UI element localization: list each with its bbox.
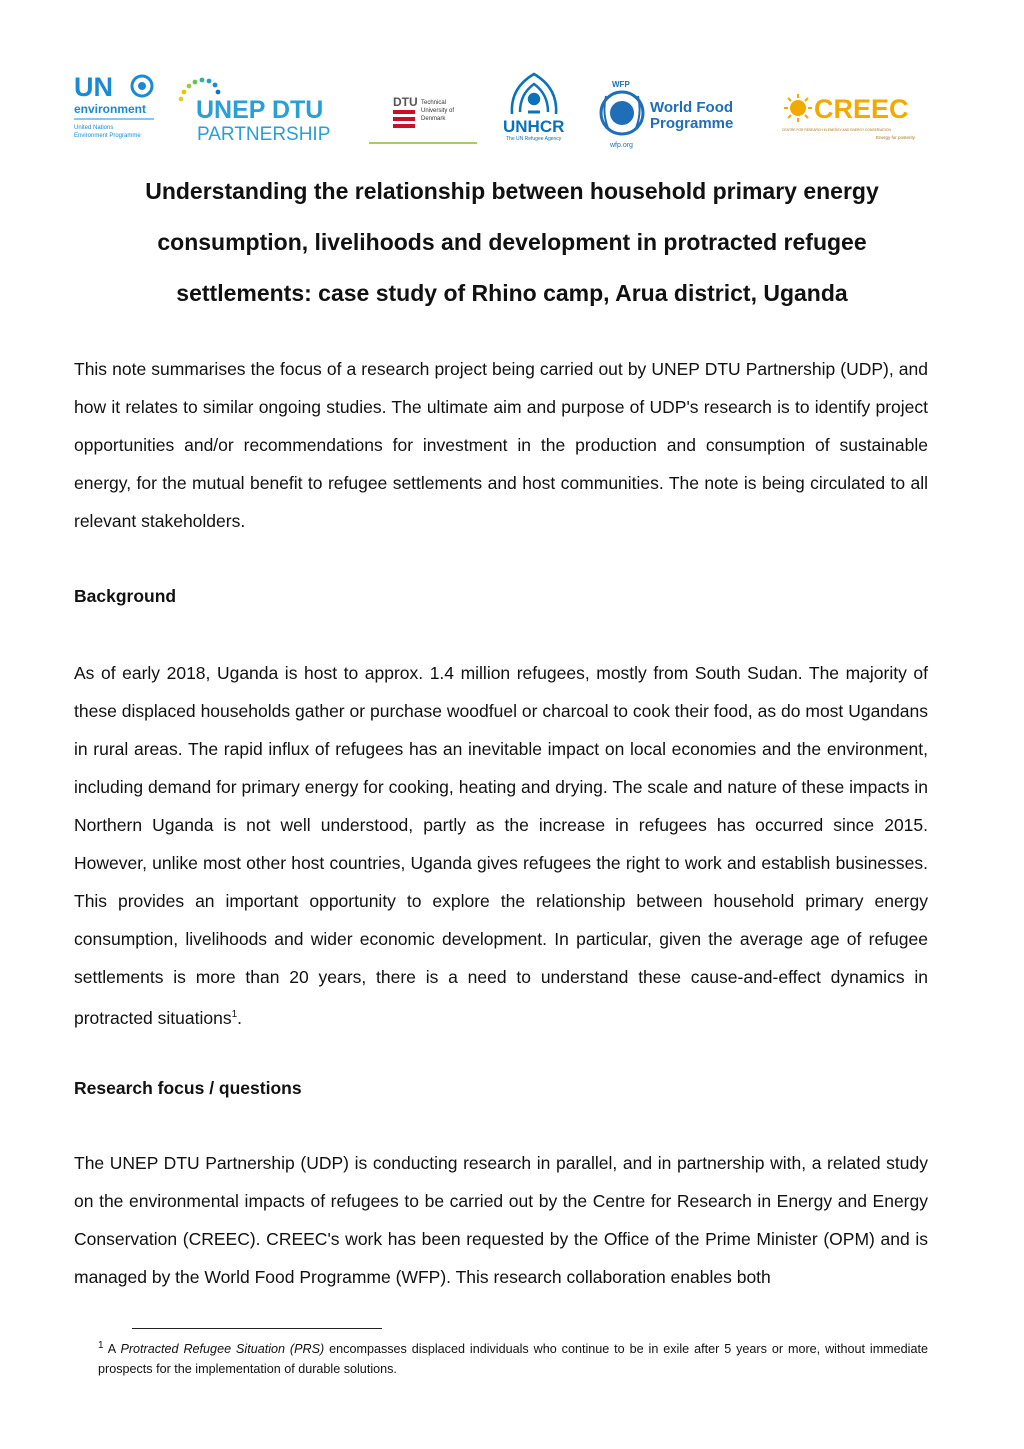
un-logo-caption-2: Environment Programme xyxy=(74,133,141,139)
dtu-emblem-icon xyxy=(393,110,415,128)
unhcr-caption: The UN Refugee Agency xyxy=(506,136,562,142)
research-heading: Research focus / questions xyxy=(74,1078,302,1098)
unhcr-logo-mark: UNHCR xyxy=(503,117,565,136)
partner-logos xyxy=(74,66,934,152)
footnote-divider xyxy=(132,1328,382,1329)
wfp-emblem-icon xyxy=(601,92,643,134)
creec-caption-1: CENTRE FOR RESEARCH IN ENERGY AND ENERGY CONSERVATION xyxy=(782,128,891,132)
unep-dtu-partnership-logo xyxy=(176,66,354,152)
dtu-caption-3: Denmark xyxy=(421,116,446,122)
title-line-3: settlements: case study of Rhino camp, Arua district, Uganda xyxy=(176,280,848,306)
un-environment-logo xyxy=(74,66,164,152)
udp-logo-line-1: UNEP DTU xyxy=(196,96,324,124)
unhcr-emblem-icon xyxy=(512,74,556,114)
background-text: As of early 2018, Uganda is host to approx. 1.4 million refugees, mostly from South Sudan. The majority of these displaced households gather or purchase woodfuel or charcoal to cook their food, as do most Ugandans in rural areas. The rapid influx of refugees has an inevitable impact on local economies and the environment, including demand for primary energy for cooking, heating and drying. The scale and nature of these impacts in Northern Uganda is not well understood, partly as the increase in refugees has occurred since 2015. However, unlike most other host countries, Uganda gives refugees the right to work and establish businesses. This provides an important opportunity to explore the relationship between household primary energy consumption, livelihoods and wider economic development. In particular, given the average age of refugee settlements is more than 20 years, there is a need to understand these cause-and-effect dynamics in protracted situations xyxy=(74,663,928,1028)
wfp-url: wfp.org xyxy=(610,142,633,149)
footnote-text: encompasses displaced individuals who continue to be in exile after 5 years or more, without immediate prospects for the implementation of durable solutions. xyxy=(98,1342,928,1377)
footnote-number: 1 xyxy=(98,1340,104,1351)
dtu-caption-1: Technical xyxy=(421,100,447,106)
un-logo-sub: environment xyxy=(74,102,147,116)
background-heading: Background xyxy=(74,586,177,606)
title-line-2: consumption, livelihoods and development in protracted refugee xyxy=(157,229,867,255)
title-line-1: Understanding the relationship between household primary energy xyxy=(145,178,879,204)
research-paragraph: The UNEP DTU Partnership (UDP) is conducting research in parallel, and in partnership with, a related study on the environmental impacts of refugees to be carried out by the Centre for Research in Energy and Energy Conservation (CREEC). CREEC's work has been requested by the Office of the Prime Minister (OPM) and is managed by the World Food Programme (WFP). This research collaboration enables both xyxy=(74,1153,928,1287)
wfp-logo-line-2: Programme xyxy=(650,115,734,132)
footnote-prefix: A xyxy=(107,1342,116,1357)
unhcr-logo xyxy=(500,66,570,152)
document-title xyxy=(90,166,934,319)
udp-logo-line-2: PARTNERSHIP xyxy=(197,124,331,145)
footnote xyxy=(98,1336,928,1379)
dtu-caption-2: University of xyxy=(421,108,455,114)
creec-sun-icon xyxy=(784,94,812,122)
footnote-reference[interactable]: 1 xyxy=(231,1009,238,1020)
wfp-top-text: WFP xyxy=(612,80,630,89)
footnote-term: Protracted Refugee Situation (PRS) xyxy=(120,1342,325,1357)
background-text-end: . xyxy=(237,1007,243,1028)
background-paragraph xyxy=(74,654,928,1037)
dtu-logo xyxy=(369,66,477,152)
intro-paragraph: This note summarises the focus of a research project being carried out by UNEP DTU Partnership (UDP), and how it relates to similar ongoing studies. The ultimate aim and purpose of UDP's research is to identify project opportunities and/or recommendations for investment in the production and consumption of sustainable energy, for the mutual benefit to refugee settlements and host communities. The note is being circulated to all relevant stakeholders. xyxy=(74,359,928,531)
wfp-logo-line-1: World Food xyxy=(650,99,734,116)
wfp-logo xyxy=(598,66,758,152)
un-logo-mark: UN xyxy=(74,72,113,102)
un-logo-caption-1: United Nations xyxy=(74,125,114,131)
creec-logo-mark: CREEC xyxy=(814,94,909,124)
creec-logo xyxy=(780,66,930,152)
dtu-logo-mark: DTU xyxy=(393,95,418,109)
creec-caption-2: Energy for posterity xyxy=(876,135,916,140)
